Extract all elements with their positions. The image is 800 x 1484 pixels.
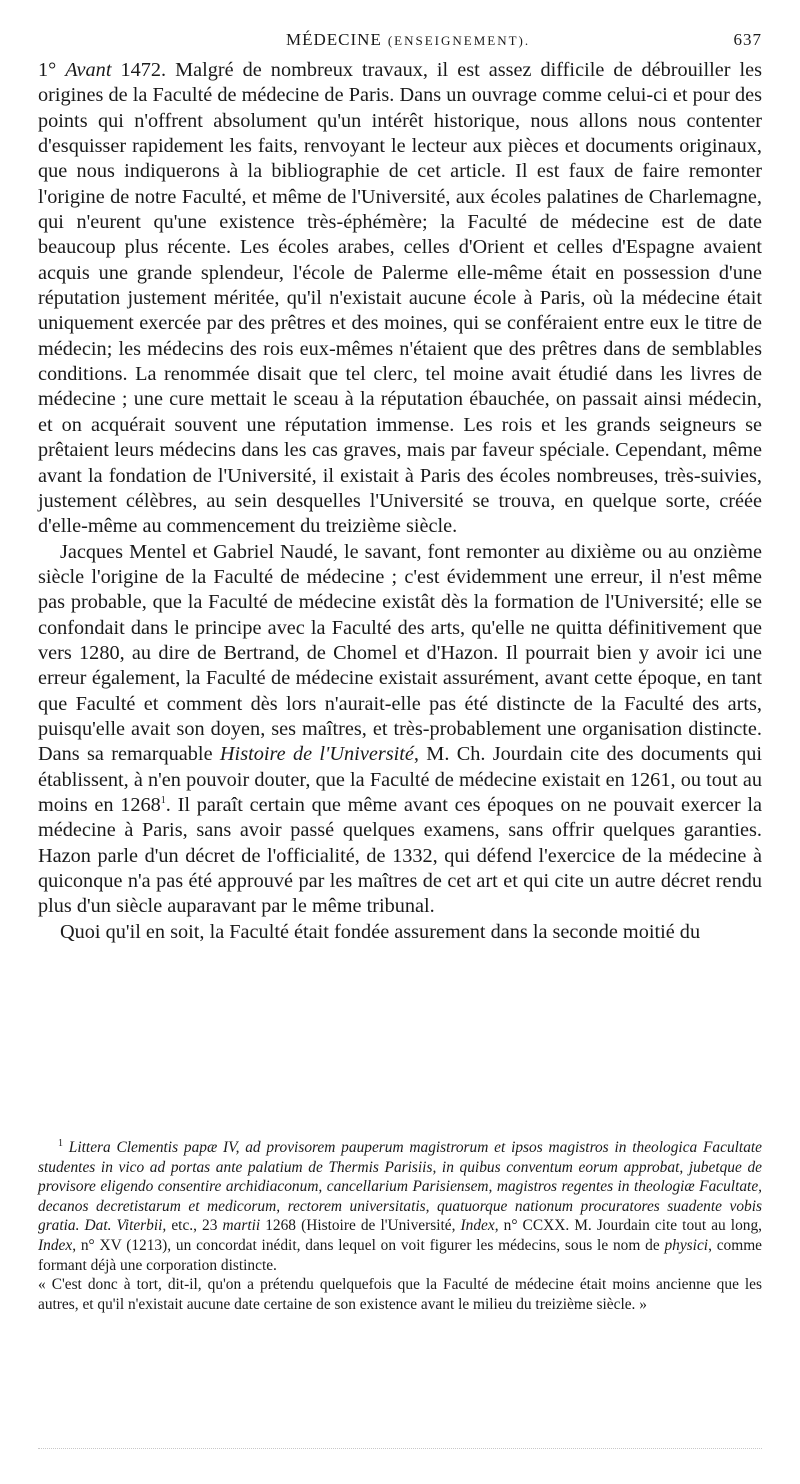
header-section: (ENSEIGNEMENT).	[387, 33, 531, 48]
running-header	[38, 30, 762, 58]
body-text	[38, 58, 762, 945]
paragraph-1: 1° Avant 1472. Malgré de nombreux travaux, il est assez difficile de débrouiller les origines de la Faculté de médecine de Paris. Dans un ouvrage comme celui-ci et pour des points qui n'offrent absolument qu'un intérêt historique, nous allons nous contenter d'esquisser rapidement les faits, renvoyant le lecteur aux pièces et documents originaux, que nous indiquerons à la bibliographie de cet article. Il est faux de faire remonter l'origine de notre Faculté, et même de l'Université, aux écoles palatines de Charlemagne, qui n'eurent qu'une existence très-éphémère; la Faculté de médecine est de date beaucoup plus récente. Les écoles arabes, celles d'Orient et celles d'Espagne avaient acquis une grande splendeur, l'école de Palerme elle-même était en possession d'une réputation justement méritée, qu'il n'existait aucune école à Paris, où la médecine était uniquement exercée par des prêtres et des moines, qui se conféraient entre eux le titre de médecin; les médecins des rois eux-mêmes n'étaient que des prêtres dans de semblables conditions. La renommée disait que tel clerc, tel moine avait étudié dans les livres de médecine ; une cure mettait le sceau à la réputation ébauchée, on passait ainsi médecin, et on acquérait souvent une réputation immense. Les rois et les grands seigneurs se prêtaient leurs médecins dans les cas graves, mais par faveur spéciale. Cependant, même avant la fondation de l'Université, il existait à Paris des écoles nombreuses, très-suivies, justement célèbres, au sein desquelles l'Université se trouva, en quelque sorte, créée d'elle-même au commencement du treizième siècle.	[38, 59, 762, 538]
page-bottom-divider	[38, 1448, 762, 1449]
paragraph-2: Jacques Mentel et Gabriel Naudé, le savant, font remonter au dixième ou au onzième siècle l'origine de la Faculté de médecine ; c'est évidemment une erreur, il n'est même pas probable, que la Faculté de médecine existât dès la formation de l'Université; elle se confondait dans le principe avec la Faculté des arts, qu'elle ne quitta définitivement que vers 1280, au dire de Bertrand, de Chomel et d'Hazon. Il pourrait bien y avoir ici une erreur également, la Faculté de médecine existait assurément, avant cette époque, en tant que Faculté et comment dès lors n'aurait-elle pas été distincte de la Faculté des arts, puisqu'elle avait son doyen, ses maîtres, et très-probablement une organisation distincte. Dans sa remarquable Histoire de l'Université, M. Ch. Jourdain cite des documents qui établissent, à n'en pouvoir douter, que la Faculté de médecine existait en 1261, ou tout au moins en 1268$^1$. Il paraît certain que même avant ces époques on ne pouvait exercer la médecine à Paris, sans avoir passé quelques examens, sans offrir quelques garanties. Hazon parle d'un décret de l'officialité, de 1332, qui défend l'exercice de la médecine à quiconque n'a pas été approuvé par les maîtres de cet art et qui cite un autre décret rendu plus d'un siècle auparavant par le même tribunal.	[38, 540, 763, 918]
footnote-marker: 1	[58, 1137, 63, 1149]
page	[38, 30, 762, 945]
footnote-quote: « C'est donc à tort, dit-il, qu'on a prétendu quelquefois que la Faculté de médecine était moins ancienne que les autres, et qu'il n'existait aucune date certaine de son existence avant le milieu du treizième siècle. »	[38, 1276, 762, 1313]
footnote-1: $^1$ Littera Clementis papæ IV, ad provisorem pauperum magistrorum et ipsos magistros in theologica Facultate studentes in vico ad portas ante palatium de Thermis Parisiis, in quibus conventum eorum approbat, jubetque de provisore eligendo consentire archidiaconum, cancellarium Parisiensem, magistros regentes in theologiæ Facultate, decanos decretistarum et medicorum, rectorem universitatis, quatuorque nationum procuratores suadente vobis gratia. Dat. Viterbii, etc., 23 martii 1268 (Histoire de l'Université, Index, n° CCXX. M. Jourdain cite tout au long, Index, n° XV (1213), un concordat inédit, dans lequel on voit figurer les médecins, sous le nom de physici, comme formant déjà une corporation distincte.	[38, 1137, 763, 1274]
footnote-ref: 1	[160, 795, 166, 807]
footnotes	[38, 1138, 762, 1314]
work-title: Histoire de l'Université	[219, 743, 414, 766]
header-title: MÉDECINE (ENSEIGNEMENT).	[286, 30, 531, 49]
page-number: 637	[733, 30, 762, 49]
paragraph-3: Quoi qu'il en soit, la Faculté était fondée assurement dans la seconde moitié du	[60, 920, 701, 943]
